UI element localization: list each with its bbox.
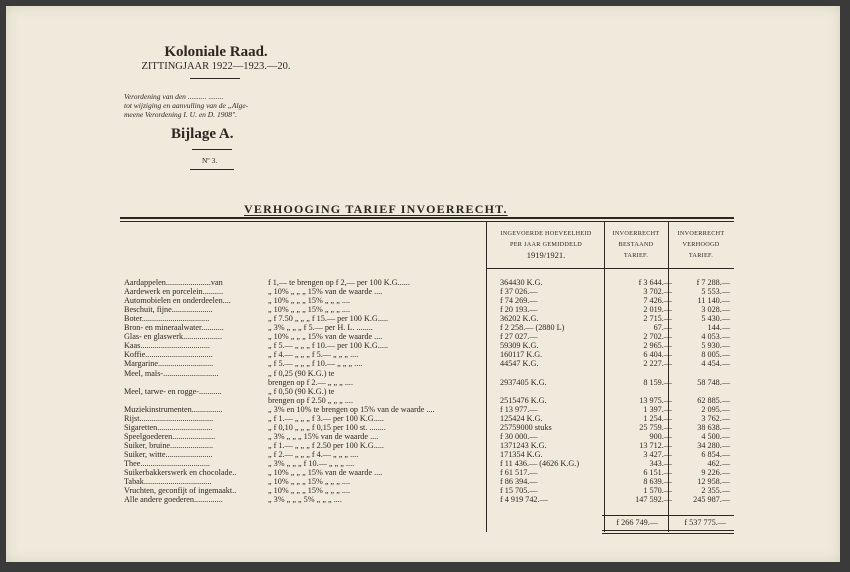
import-quantity: f 30 000.— [500,431,538,441]
import-quantity: f 74 269.— [500,296,538,306]
item-name: Suiker, witte....................... [124,449,213,459]
rate-change: „ f 2.— „ „ „ f 4.— „ „ „ .... [268,449,359,459]
increased-duty: 2 095.— [701,404,730,414]
existing-duty: 13 712.— [639,440,672,450]
rate-change: „ 10% „ „ „ 15% „ „ „ .... [268,296,351,306]
item-name: Speelgoederen..................... [124,431,216,441]
import-quantity: 364430 K.G. [500,278,543,287]
import-quantity: f 4 919 742.— [500,495,548,505]
existing-duty: 1 397.— [643,404,672,414]
table-top-rule [120,221,734,222]
rate-change: „ 3% „ „ „ f 10.— „ „ „ .... [268,459,355,468]
rate-change: „ 10% „ „ „ 15% „ „ „ .... [268,305,351,315]
rate-change: „ f 0,25 (90 K.G.) te [268,368,335,378]
existing-duty: 3 702.— [643,287,672,297]
import-quantity: f 61 517.— [500,468,538,478]
document-page [6,6,840,562]
header-line: PER JAAR GEMIDDELD [509,241,583,248]
increased-duty: f 7 288.— [696,278,730,287]
import-quantity: 1371243 K.G. [500,440,547,450]
item-name: Thee.................................. [124,459,210,468]
total-rule [602,530,734,531]
item-name: Vruchten, geconfijt of ingemaakt.. [124,486,237,496]
increased-duty: 5 430.— [701,314,730,324]
existing-rate-header [604,228,668,261]
rate-change: „ 3% „ „ „ f 5.— per H. L. ........ [268,323,373,333]
rate-change: „ f 5.— „ „ „ f 10.— „ „ „ .... [268,359,363,369]
existing-duty: 6 151.— [643,468,672,478]
existing-duty: 67.— [653,323,672,333]
increased-duty: 4 454.— [701,359,730,369]
import-quantity: f 11 436.— (4626 K.G.) [500,459,580,468]
existing-duty: 13 975.— [639,395,672,405]
increased-duty: 3 028.— [701,305,730,315]
table-title: VERHOOGING TARIEF INVOERRECHT. [244,202,508,216]
appendix-number: Nº 3. [202,156,218,165]
rate-change: „ 10% „ „ „ 15% „ „ „ .... [268,486,351,496]
import-quantity: 25759000 stuks [500,422,552,432]
existing-duty: 900.— [649,431,672,441]
rate-change: „ 3% en 10% te brengen op 15% van de waarde .... [268,404,435,414]
increased-duty: 5 930.— [701,341,730,351]
existing-duty: 1 254.— [643,413,672,423]
ordinance-line: meene Verordening I. U. en D. 1908". [124,110,237,120]
import-quantity: 171354 K.G. [500,449,543,459]
rate-change: „ f 7.50 „ „ „ f 15.— per 100 K.G..... [268,314,389,324]
increased-duty: 11 140.— [697,296,730,306]
existing-duty: 2 715.— [643,314,672,324]
import-quantity: f 15 705.— [500,486,538,496]
import-quantity: f 86 394.— [500,477,538,487]
divider [190,78,240,79]
item-name: Muziekinstrumenten............... [124,404,223,414]
existing-duty: 2 965.— [643,341,672,351]
existing-duty: 6 404.— [643,350,672,360]
rate-change: „ f 5.— „ „ „ f 10.— per 100 K.G..... [268,341,389,351]
rate-change: „ 10% „ „ „ 15% „ „ „ .... [268,477,351,487]
appendix-heading: Bijlage A. [171,126,234,142]
rate-change: f 1,— te brengen op f 2,— per 100 K.G...... [268,278,410,287]
item-name: Rijst.................................... [124,413,214,423]
existing-duty: 25 759.— [639,422,672,432]
item-name: Glas- en glaswerk................... [124,332,223,342]
rate-change: „ f 4.— „ „ „ f 5.— „ „ „ .... [268,350,359,360]
rate-change: „ f 0,50 (90 K.G.) te [268,386,335,396]
existing-duty: 2 019.— [643,305,672,315]
increased-duty: 3 762.— [701,413,730,423]
increased-duty: 6 854.— [701,449,730,459]
import-quantity: 2937405 K.G. [500,377,547,387]
rate-change: „ f 0,10 „ „ „ f 0,15 per 100 st. ........ [268,422,386,432]
increased-duty: 4 500.— [701,431,730,441]
header-line: VERHOOGD [682,241,720,248]
existing-duty: 8 639.— [643,477,672,487]
import-quantity: f 20 193.— [500,305,538,315]
column-divider [486,222,487,532]
total-rule [602,515,734,516]
item-name: Meel, tarwe- en rogge-........... [124,386,222,396]
item-name: Margarine........................... [124,359,214,369]
header-line: BESTAAND [618,241,654,248]
item-name: Suiker, bruine..................... [124,440,214,450]
import-quantity: f 37 026.— [500,287,538,297]
quantity-header [490,228,602,261]
ordinance-line: Verordening van den .......... ........ [124,92,224,101]
header-line: INGEVOERDE HOEVEELHEID [500,230,592,237]
increased-duty: 12 958.— [697,477,730,487]
item-name: Meel, maïs-........................... [124,368,219,378]
increased-duty: 38 638.— [697,422,730,432]
total-increased: f 537 775.— [684,518,726,527]
ordinance-text [124,92,334,120]
existing-duty: 3 427.— [643,449,672,459]
rate-change: brengen op f 2.— „ „ „ .... [268,377,354,387]
import-quantity: 160117 K.G. [500,350,543,360]
header-bottom-rule [486,268,734,269]
existing-duty: 147 592.— [635,495,672,505]
increased-duty: 144.— [707,323,730,333]
increased-duty: 9 226.— [701,468,730,478]
increased-duty: 4 053.— [701,332,730,342]
increased-duty: 5 553.— [701,287,730,297]
session-line: ZITTINGJAAR 1922—1923.—20. [141,61,291,72]
existing-duty: 2 227.— [643,359,672,369]
rate-change: „ 10% „ „ „ 15% van de waarde .... [268,287,383,297]
item-name: Kaas.................................. [124,341,210,351]
import-quantity: f 27 027.— [500,332,538,342]
header-line: 1919/1921. [526,250,566,260]
increased-duty: 34 280.— [697,440,730,450]
header-line: INVOERRECHT [677,230,725,237]
rate-change: „ f 1.— „ „ „ f 3.— per 100 K.G..... [268,413,384,423]
existing-duty: 343.— [649,459,672,468]
rate-change: „ 3% „ „ „ 15% van de waarde .... [268,431,379,441]
import-quantity: 36202 K.G. [500,314,539,324]
item-name: Beschuit, fijne.................... [124,305,213,315]
rate-change: „ 3% „ „ „ 5% „ „ „ .... [268,495,342,505]
header-line: TARIEF. [623,252,649,259]
rate-change: brengen op f 2.50 „ „ „ .... [268,395,354,405]
total-rule [602,533,734,534]
rate-change: „ 10% „ „ „ 15% van de waarde .... [268,468,383,478]
import-quantity: 2515476 K.G. [500,395,547,405]
increased-duty: 462.— [707,459,730,468]
increased-duty: 8 005.— [701,350,730,360]
increased-duty: 245 987.— [693,495,730,505]
table-top-rule [120,217,734,219]
item-name: Alle andere goederen.............. [124,495,223,505]
divider [190,169,234,170]
increased-duty: 58 748.— [697,377,730,387]
import-quantity: 125424 K.G. [500,413,543,423]
existing-duty: 8 159.— [643,377,672,387]
existing-duty: 2 702.— [643,332,672,342]
header-line: INVOERRECHT [612,230,660,237]
import-quantity: 44547 K.G. [500,359,539,369]
council-title: Koloniale Raad. [164,44,268,60]
total-existing: f 266 749.— [616,518,658,527]
item-name: Bron- en mineraalwater........... [124,323,224,333]
increased-rate-header [670,228,732,261]
item-name: Boter................................. [124,314,210,324]
item-name: Aardewerk en porcelein.......... [124,287,224,297]
rate-change: „ f 1.— „ „ „ f 2.50 per 100 K.G..... [268,440,384,450]
existing-duty: 1 570.— [643,486,672,496]
import-quantity: f 13 977.— [500,404,538,414]
ordinance-line: tot wijziging en aanvulling van de „Alge- [124,101,249,111]
rate-change: „ 10% „ „ „ 15% van de waarde .... [268,332,383,342]
existing-duty: f 3 644.— [638,278,672,287]
item-name: Tabak................................. [124,477,212,487]
header-line: TARIEF. [688,252,714,259]
item-name: Automobielen en onderdeelen.... [124,296,231,306]
import-quantity: f 2 258.— (2880 L) [500,323,565,333]
increased-duty: 2 355.— [701,486,730,496]
import-quantity: 59309 K.G. [500,341,539,351]
item-name: Aardappelen......................van [124,278,223,287]
increased-duty: 62 885.— [697,395,730,405]
item-name: Koffie................................. [124,350,213,360]
item-name: Suikerbakkerswerk en chocolade.. [124,468,237,478]
item-name: Sigaretten........................... [124,422,213,432]
divider [192,149,232,150]
existing-duty: 7 426.— [643,296,672,306]
